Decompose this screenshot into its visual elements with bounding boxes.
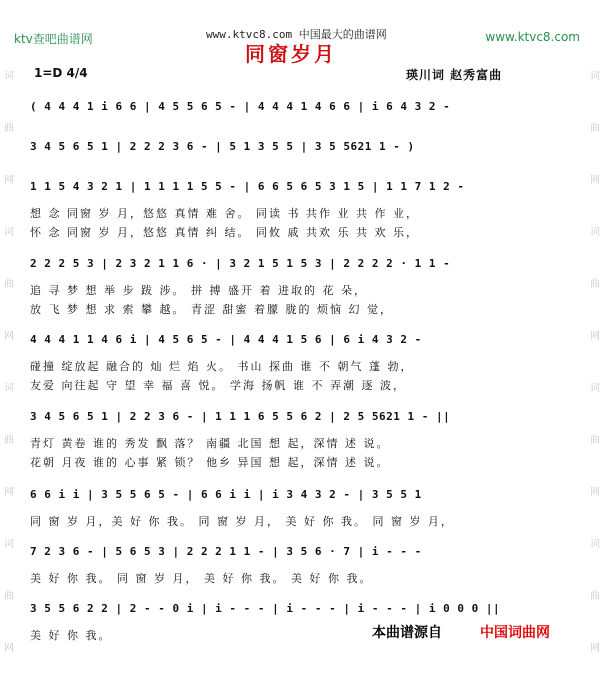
notation-line-4: 2 2 2 5 3 | 2 3 2 1 1 6 · | 3 2 1 5 1 5 3 | 2 2 2 2 · 1 1 - <box>30 257 451 270</box>
source-site[interactable]: 中国词曲网 <box>480 625 550 641</box>
notation-line-3: 1 1 5 4 3 2 1 | 1 1 1 1 5 5 - | 6 6 5 6 5 3 1 5 | 1 1 7 1 2 - <box>30 180 465 193</box>
lyric-line-5b: 友爱 向往起 守 望 幸 福 喜 悦。 学海 扬帆 谁 不 弄潮 逐 波， <box>30 379 406 392</box>
lyric-line-8a: 美 好 你 我。 同 窗 岁 月， 美 好 你 我。 美 好 你 我。 <box>30 572 373 585</box>
notation-line-5: 4 4 4 1 1 4 6 i | 4 5 6 5 - | 4 4 4 1 5 6 | 6 i 4 3 2 - <box>30 333 422 346</box>
notation-line-1: ( 4 4 4 1 i 6 6 | 4 5 5 6 5 - | 4 4 4 1 4 6 6 | i 6 4 3 2 - <box>30 100 451 113</box>
notation-line-6: 3 4 5 6 5 1 | 2 2 3 6 - | 1 1 1 6 5 5 6 2 | 2 5 5621 1 - || <box>30 410 451 423</box>
side-watermark-left: 词 曲 网 词 曲 网 词 曲 网 词 曲 网 <box>4 71 14 654</box>
site-watermark-center: www.ktvc8.com 中国最大的曲谱网 <box>206 28 387 41</box>
site-watermark-right: www.ktvc8.com <box>485 30 580 44</box>
lyric-line-5a: 碰撞 绽放起 融合的 灿 烂 焰 火。 书山 探曲 谁 不 朝气 蓬 勃， <box>30 360 414 373</box>
lyric-line-3b: 怀 念 同窗 岁 月，悠悠 真情 纠 结。 同攸 戚 共欢 乐 共 欢 乐， <box>30 226 419 239</box>
side-watermark-right: 词 曲 网 词 曲 网 词 曲 网 词 曲 网 <box>590 71 600 654</box>
song-title: 同窗岁月 <box>245 42 337 66</box>
lyric-line-9a: 美 好 你 我。 <box>30 629 112 642</box>
source-label: 本曲谱源自 <box>372 625 442 641</box>
lyric-line-6a: 青灯 黄卷 谁的 秀发 飘 落？ 南疆 北国 想 起，深情 述 说。 <box>30 437 390 450</box>
notation-line-8: 7 2 3 6 - | 5 6 5 3 | 2 2 2 1 1 - | 3 5 6 · 7 | i - - - <box>30 545 422 558</box>
notation-line-2: 3 4 5 6 5 1 | 2 2 2 3 6 - | 5 1 3 5 5 | 3 5 5621 1 - ) <box>30 140 415 153</box>
notation-line-9: 3 5 5 6 2 2 | 2 - - 0 i | i - - - | i - - - | i - - - | i 0 0 0 || <box>30 602 501 615</box>
lyric-line-6b: 花朝 月夜 谁的 心事 紧 锁？ 他乡 异国 想 起，深情 述 说。 <box>30 456 390 469</box>
key-signature: 1=D 4/4 <box>34 66 88 80</box>
lyric-line-4a: 追 寻 梦 想 举 步 跋 涉。 拼 搏 盛开 着 进取的 花 朵， <box>30 284 367 297</box>
lyric-line-3a: 想 念 同窗 岁 月，悠悠 真情 难 舍。 同读 书 共作 业 共 作 业， <box>30 207 419 220</box>
site-watermark-left: ktv查吧曲谱网 <box>14 32 93 46</box>
lyric-line-7a: 同 窗 岁 月，美 好 你 我。 同 窗 岁 月， 美 好 你 我。 同 窗 岁 月， <box>30 515 454 528</box>
song-credits: 瑛川词 赵秀富曲 <box>406 68 503 82</box>
notation-line-7: 6 6 i i | 3 5 5 6 5 - | 6 6 i i | i 3 4 3 2 - | 3 5 5 1 <box>30 488 422 501</box>
lyric-line-4b: 放 飞 梦 想 求 索 攀 越。 青涩 甜蜜 着朦 胧的 烦恼 幻 觉， <box>30 303 393 316</box>
